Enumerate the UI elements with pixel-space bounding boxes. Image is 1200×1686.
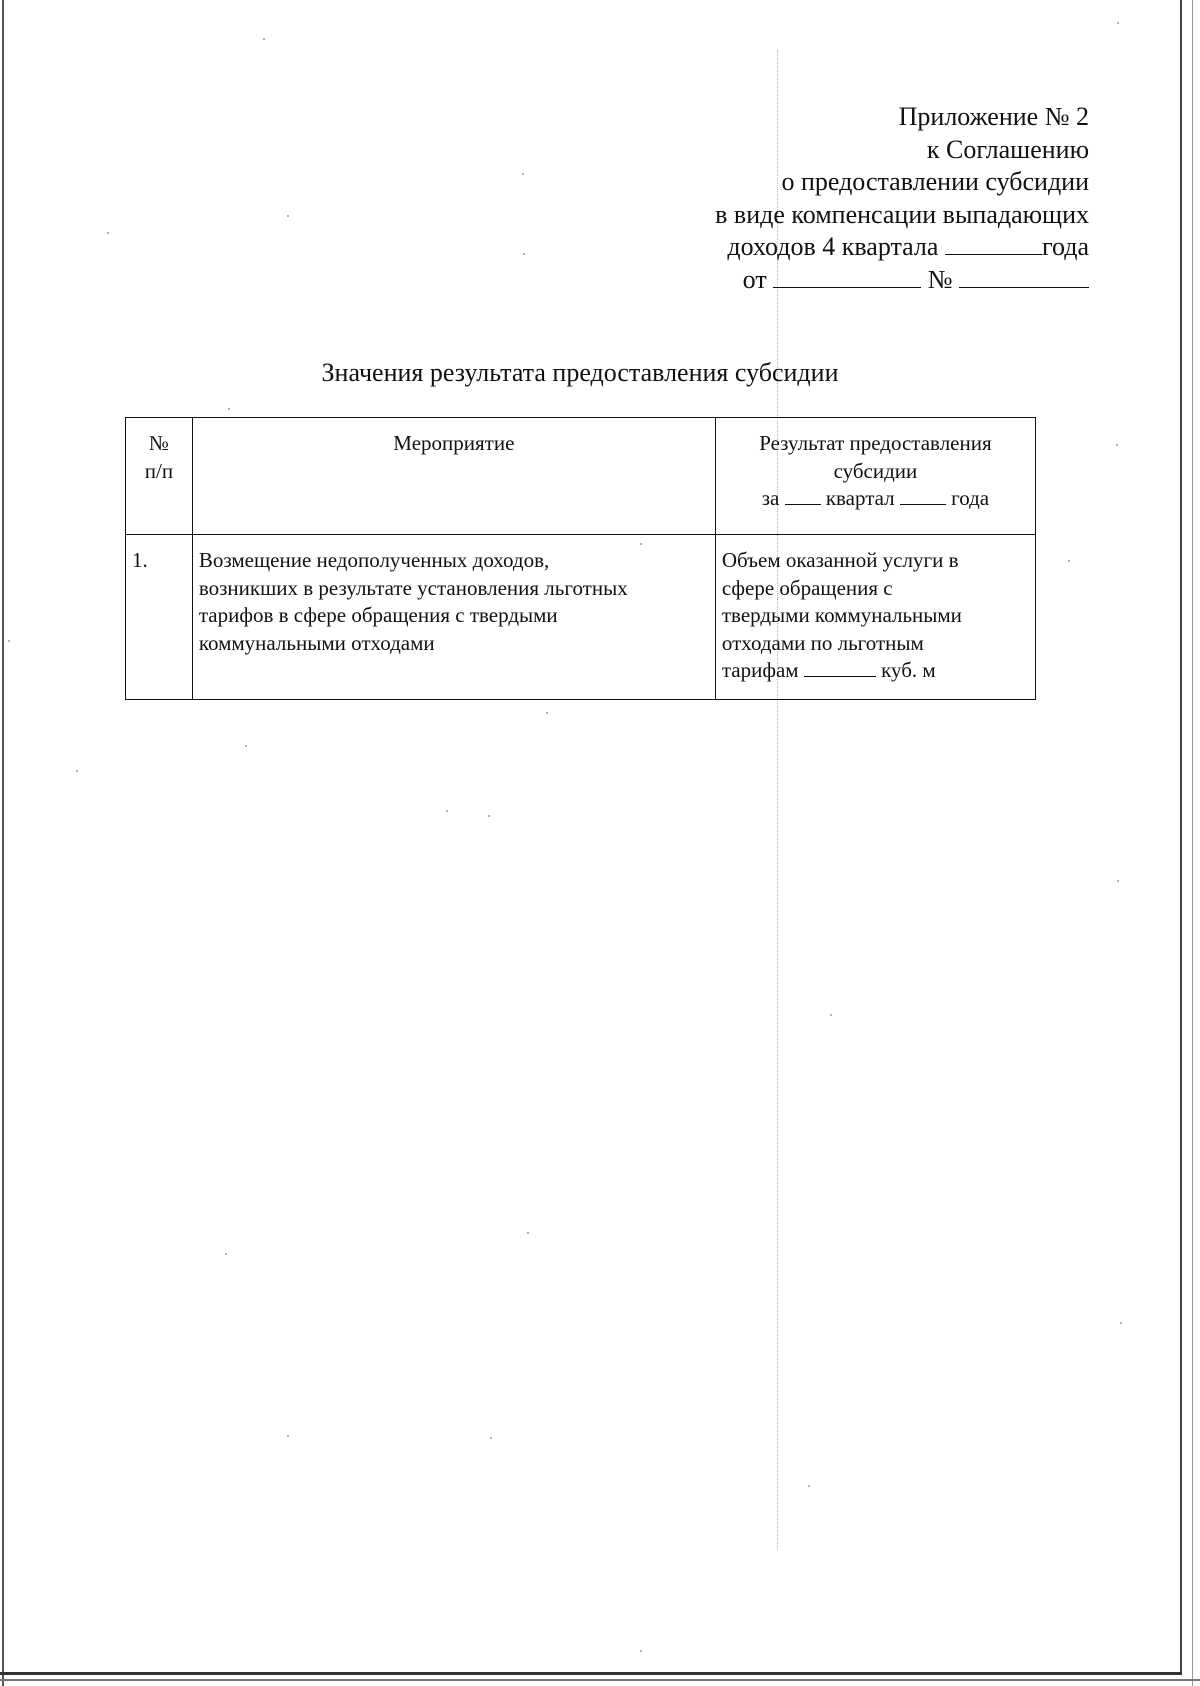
row-result-last-prefix: тарифам: [721, 658, 804, 682]
row-result-line: отходами по льготным: [721, 630, 924, 655]
header-number-sign: №: [148, 431, 169, 455]
row-result-line: сфере обращения с: [721, 575, 893, 600]
row-result: [715, 535, 1035, 700]
appendix-line-5-suffix: года: [1041, 232, 1089, 261]
row-activity-line: возникших в результате установления льготных: [198, 575, 628, 600]
table-header-row: [126, 418, 1036, 535]
header-result-year: года: [945, 486, 990, 510]
appendix-line-1: Приложение № 2: [898, 102, 1089, 131]
scan-edge-right: [1180, 0, 1182, 1672]
header-result-za: за: [761, 486, 785, 510]
scan-edge-right-outer: [1192, 0, 1193, 1686]
header-result-quarter: квартал: [820, 486, 900, 510]
header-result: [715, 418, 1035, 535]
year-blank-header: [900, 486, 946, 505]
row-result-unit: куб. м: [875, 658, 936, 682]
row-activity: [192, 535, 715, 700]
date-blank: [773, 265, 921, 288]
row-result-line: Объем оказанной услуги в: [721, 548, 959, 572]
row-number: 1.: [126, 535, 193, 700]
header-activity: Мероприятие: [192, 418, 715, 535]
appendix-line-5-text: доходов 4 квартала: [727, 232, 945, 261]
table-row: [126, 535, 1036, 700]
row-activity-line: коммунальными отходами: [198, 630, 435, 655]
row-result-line: твердыми коммунальными: [721, 603, 962, 627]
header-result-line-3: [722, 485, 1029, 513]
year-blank: [945, 232, 1042, 255]
header-result-line-1: Результат предоставления: [759, 431, 992, 455]
row-activity-line: Возмещение недополученных доходов,: [198, 548, 550, 572]
appendix-line-4: в виде компенсации выпадающих: [715, 199, 1089, 229]
appendix-number-sign: №: [921, 264, 959, 294]
header-number-pp: п/п: [144, 458, 174, 483]
results-table: [125, 417, 1036, 700]
number-blank: [959, 265, 1089, 288]
quarter-blank: [785, 486, 821, 505]
appendix-line-6: [715, 264, 1089, 297]
header-number: [126, 418, 193, 535]
row-activity-line: тарифов в сфере обращения с твердыми: [198, 603, 558, 627]
appendix-header: [715, 101, 1089, 296]
scan-edge-bottom-outer: [0, 1679, 1200, 1681]
appendix-line-3: о предоставлении субсидии: [781, 167, 1089, 196]
appendix-line-6-prefix: от: [742, 264, 774, 294]
appendix-line-2: к Соглашению: [926, 134, 1089, 164]
volume-blank: [804, 658, 876, 677]
row-result-last-line: [722, 657, 1027, 685]
scan-edge-left: [2, 0, 4, 1686]
appendix-line-5: [715, 231, 1089, 264]
header-result-line-2: субсидии: [833, 458, 918, 483]
scan-edge-bottom: [0, 1672, 1182, 1675]
document-title: Значения результата предоставления субсидии: [321, 358, 839, 387]
